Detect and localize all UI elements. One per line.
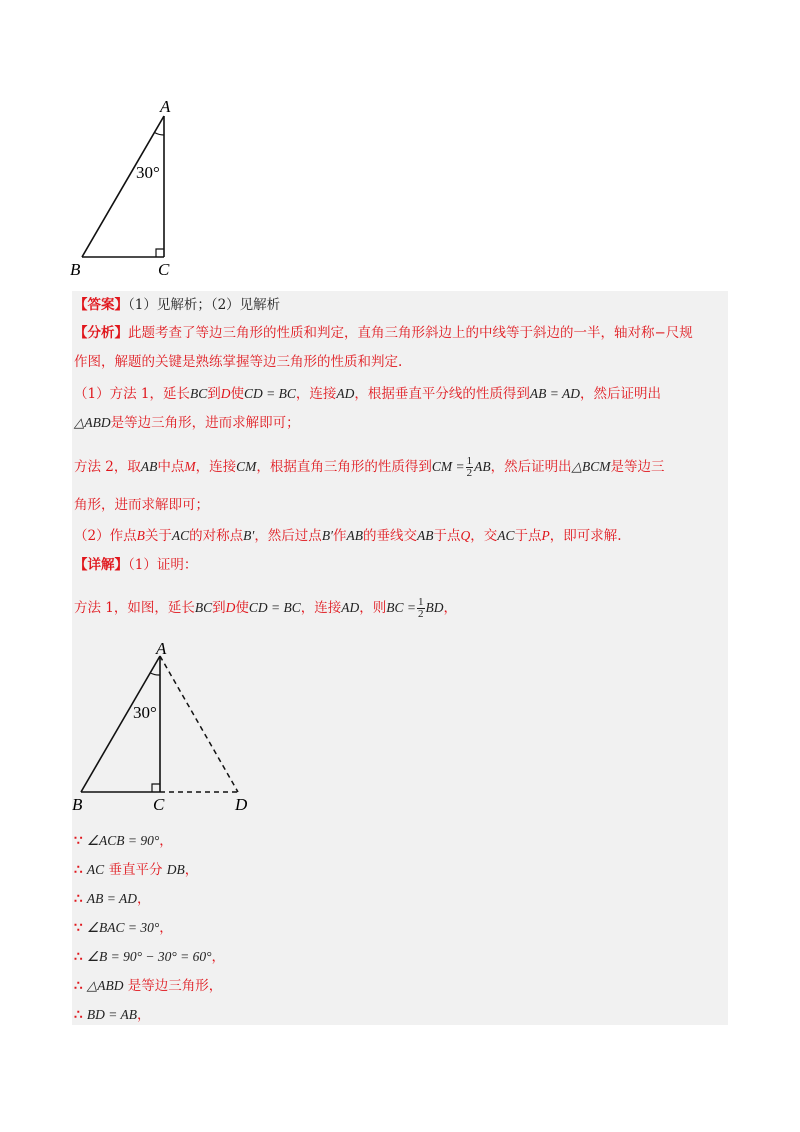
detail-label: 【详解】	[74, 557, 128, 573]
analysis-method2: 方法 2，取AB中点M，连接CM，根据直角三角形的性质得到CM = $\frac{1}{2}$ AB，然后证明出△BCM是等边三	[74, 455, 665, 479]
analysis-line-1: 【分析】此题考查了等边三角形的性质和判定，直角三角形斜边上的中线等于斜边的一半，轴对称−尺规	[74, 325, 693, 341]
analysis-line-2: 作图，解题的关键是熟练掌握等边三角形的性质和判定.	[74, 354, 403, 370]
label-D: D	[235, 795, 248, 814]
side-AB	[82, 116, 164, 257]
proof-line-6: ∴ △ABD 是等边三角形，	[74, 978, 223, 994]
figure-1-triangle	[60, 92, 200, 282]
analysis-part2: （2）作点B关于AC的对称点B′，然后过点B′作AB的垂线交AB于点Q，交AC于点P，即可求解.	[74, 528, 622, 544]
answer-label: 【答案】	[74, 297, 128, 313]
proof-line-3: ∴ AB = AD，	[74, 891, 151, 907]
answer-text: （1）见解析；（2）见解析	[128, 297, 281, 313]
proof-line-7: ∴ BD = AB，	[74, 1007, 151, 1023]
angle-arc	[155, 133, 165, 136]
angle-label: 30°	[136, 163, 160, 182]
segment-AD	[160, 656, 238, 792]
label-B: B	[70, 260, 81, 279]
label-C: C	[158, 260, 170, 279]
fraction-half: $\frac{1}{2}$	[466, 455, 473, 479]
analysis-method1: （1）方法 1，延长BC到D使CD = BC，连接AD，根据垂直平分线的性质得到AB = AD，然后证明出	[74, 386, 661, 402]
analysis-label: 【分析】	[74, 325, 128, 341]
label-B: B	[72, 795, 83, 814]
right-angle-mark	[152, 784, 160, 792]
proof-line-2: ∴ AC 垂直平分 DB，	[74, 862, 199, 878]
angle-label: 30°	[133, 703, 157, 722]
answer-line	[74, 296, 280, 314]
figure-2-triangle	[64, 636, 264, 816]
analysis-method1-cont: △ABD是等边三角形，进而求解即可；	[74, 415, 300, 431]
analysis-method2-cont: 角形，进而求解即可；	[74, 497, 209, 513]
angle-arc	[151, 673, 161, 675]
label-C: C	[153, 795, 165, 814]
side-AB	[81, 656, 160, 792]
proof-line-5: ∴ ∠B = 90° − 30° = 60°，	[74, 949, 226, 965]
fraction-half-2: $\frac{1}{2}$	[418, 596, 424, 620]
label-A: A	[160, 97, 171, 116]
detail-line: 【详解】（1）证明：	[74, 557, 198, 573]
right-angle-mark	[156, 249, 164, 257]
detail-method1: 方法 1，如图，延长BC到D使CD = BC，连接AD，则BC = $\frac{1}{2}$ BD，	[74, 596, 458, 620]
label-A: A	[156, 639, 167, 658]
proof-line-4: ∵ ∠BAC = 30°，	[74, 920, 173, 936]
proof-line-1: ∵ ∠ACB = 90°，	[74, 833, 173, 849]
